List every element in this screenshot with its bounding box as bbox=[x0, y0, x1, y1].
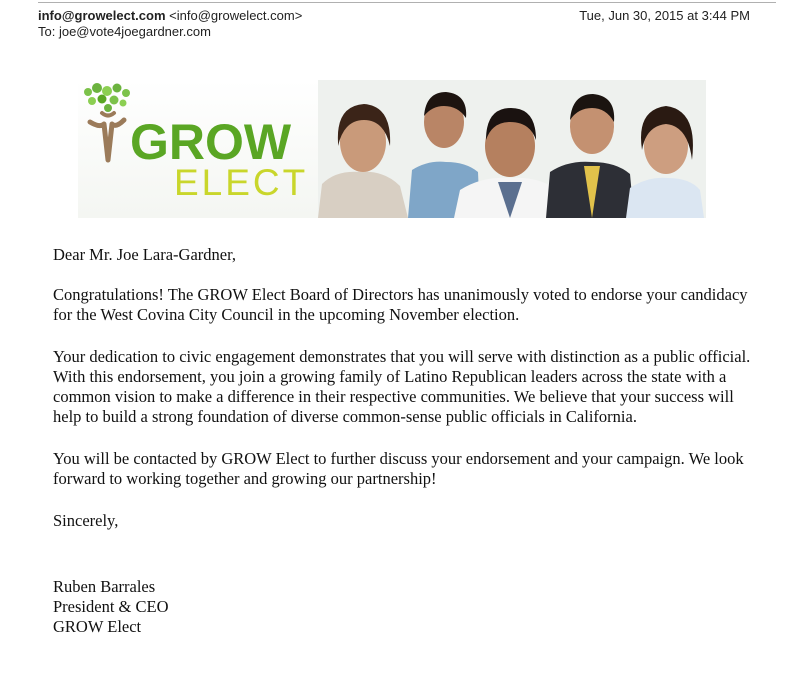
grow-elect-banner bbox=[78, 80, 706, 218]
logo-elect-text: ELECT bbox=[174, 162, 309, 203]
signature-org: GROW Elect bbox=[53, 617, 142, 636]
closing: Sincerely, bbox=[53, 511, 119, 530]
paragraph-contact: You will be contacted by GROW Elect to further discuss your endorsement and your campaign. We look forward to working together and growing our partnership! bbox=[53, 449, 744, 488]
signature-name: Ruben Barrales bbox=[53, 577, 156, 596]
sender-address: <info@growelect.com> bbox=[169, 8, 303, 23]
logo-grow-text: GROW bbox=[130, 114, 292, 170]
paragraph-dedication: Your dedication to civic engagement demonstrates that you will serve with distinction as a public official. With this endorsement, you join a growing family of Latino Republican leaders across the state with a common vision to make a difference in their respective communities. We believe that your success will help to build a strong foundation of diverse common-sense public officials in California. bbox=[53, 347, 751, 426]
signature-title: President & CEO bbox=[53, 597, 169, 616]
sender-name[interactable]: info@growelect.com bbox=[38, 8, 166, 23]
sent-date: Tue, Jun 30, 2015 at 3:44 PM bbox=[579, 8, 750, 23]
paragraph-congratulations: Congratulations! The GROW Elect Board of Directors has unanimously voted to endorse your candidacy for the West Covina City Council in the upcoming November election. bbox=[53, 285, 748, 324]
salutation: Dear Mr. Joe Lara-Gardner, bbox=[53, 245, 237, 264]
from-row bbox=[38, 8, 776, 24]
email-header bbox=[38, 8, 776, 40]
letter-body bbox=[53, 245, 753, 637]
to-row: To: joe@vote4joegardner.com bbox=[38, 24, 211, 39]
team-photo bbox=[318, 80, 706, 218]
top-divider bbox=[38, 2, 776, 3]
